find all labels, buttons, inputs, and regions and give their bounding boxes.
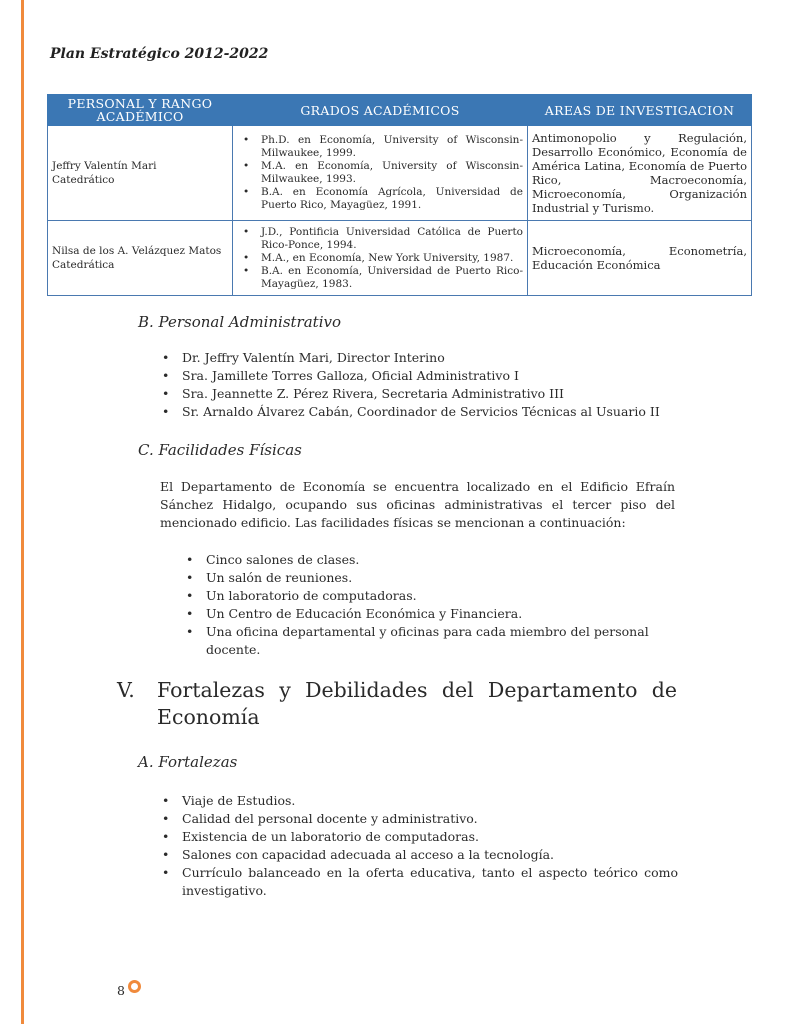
administrative-staff-list	[160, 349, 700, 421]
faculty-name: Jeffry Valentín Mari	[52, 160, 157, 172]
section-heading-personal-administrativo: B. Personal Administrativo	[138, 313, 342, 331]
chapter-number: V.	[117, 678, 135, 702]
facilities-list	[184, 551, 654, 659]
personal-cell	[48, 221, 233, 296]
table-row	[48, 126, 752, 221]
header-areas: AREAS DE INVESTIGACION	[528, 95, 752, 126]
table-row	[48, 221, 752, 296]
degree-item: • B.A. en Economía Agrícola, Universidad de Puerto Rico, Mayagüez, 1991.	[261, 186, 523, 212]
degree-item: • M.A. en Economía, University of Wisconsin-Milwaukee, 1993.	[261, 160, 523, 186]
degree-item: • J.D., Pontificia Universidad Católica de Puerto Rico-Ponce, 1994.	[261, 226, 523, 252]
degrees-cell	[233, 221, 528, 296]
running-head: Plan Estratégico 2012-2022	[50, 46, 269, 62]
list-item: • Salones con capacidad adecuada al acceso a la tecnología.	[160, 846, 678, 864]
chapter-title-line-2: Economía	[157, 705, 260, 729]
strengths-list	[160, 792, 678, 900]
list-item: • Viaje de Estudios.	[160, 792, 678, 810]
page-ring-icon	[128, 980, 141, 993]
header-grados: GRADOS ACADÉMICOS	[233, 95, 528, 126]
list-item: • Calidad del personal docente y administrativo.	[160, 810, 678, 828]
list-item: • Una oficina departamental y oficinas para cada miembro del personal docente.	[184, 623, 654, 659]
list-item: • Un laboratorio de computadoras.	[184, 587, 654, 605]
chapter-heading	[117, 677, 677, 731]
left-accent-rule	[21, 0, 24, 1024]
list-item: • Sra. Jamillete Torres Galloza, Oficial Administrativo I	[160, 367, 700, 385]
list-item: • Dr. Jeffry Valentín Mari, Director Interino	[160, 349, 700, 367]
list-item: • Sr. Arnaldo Álvarez Cabán, Coordinador de Servicios Técnicas al Usuario II	[160, 403, 700, 421]
list-item: • Un Centro de Educación Económica y Financiera.	[184, 605, 654, 623]
degrees-cell	[233, 126, 528, 221]
personal-cell	[48, 126, 233, 221]
degree-item: • M.A., en Economía, New York University, 1987.	[261, 252, 523, 265]
faculty-name: Nilsa de los A. Velázquez Matos	[52, 245, 222, 257]
chapter-title-line-1: Fortalezas y Debilidades del Departamento de	[157, 678, 677, 702]
areas-cell: Antimonopolio y Regulación, Desarrollo Económico, Economía de América Latina, Economía de Puerto Rico, Macroeconomía, Microeconomía, Organización Industrial y Turismo.	[528, 126, 752, 221]
section-heading-fortalezas: A. Fortalezas	[138, 753, 238, 771]
page-number: 8	[117, 983, 125, 998]
degree-item: • Ph.D. en Economía, University of Wisconsin-Milwaukee, 1999.	[261, 134, 523, 160]
list-item: • Currículo balanceado en la oferta educativa, tanto el aspecto teórico como investigativo.	[160, 864, 678, 900]
faculty-table	[47, 94, 752, 296]
areas-cell: Microeconomía, Econometría, Educación Económica	[528, 221, 752, 296]
degree-item: • B.A. en Economía, Universidad de Puerto Rico-Mayagüez, 1983.	[261, 265, 523, 291]
facilities-paragraph: El Departamento de Economía se encuentra localizado en el Edificio Efraín Sánchez Hidalgo, ocupando sus oficinas administrativas el tercer piso del mencionado edificio. Las facilidades físicas se mencionan a continuación:	[160, 479, 675, 530]
list-item: • Existencia de un laboratorio de computadoras.	[160, 828, 678, 846]
faculty-rank: Catedrático	[52, 174, 115, 186]
table-header-row	[48, 95, 752, 126]
section-heading-facilidades-fisicas: C. Facilidades Físicas	[138, 441, 302, 459]
list-item: • Cinco salones de clases.	[184, 551, 654, 569]
faculty-rank: Catedrática	[52, 259, 115, 271]
header-personal: PERSONAL Y RANGO ACADÉMICO	[48, 95, 233, 126]
list-item: • Un salón de reuniones.	[184, 569, 654, 587]
list-item: • Sra. Jeannette Z. Pérez Rivera, Secretaria Administrativo III	[160, 385, 700, 403]
